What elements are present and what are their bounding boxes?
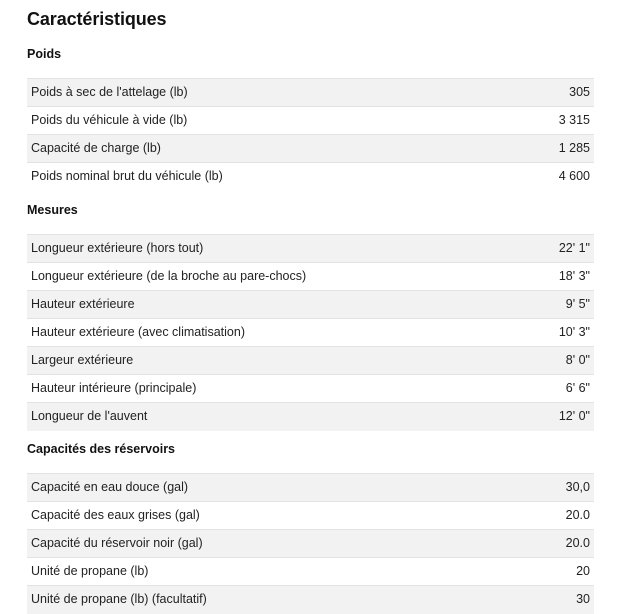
table-row [27,530,594,558]
spec-label: Unité de propane (lb) (facultatif) [27,586,466,614]
spec-value: 12' 0" [466,403,594,431]
table-row [27,235,594,263]
table-row [27,263,594,291]
spec-label: Poids nominal brut du véhicule (lb) [27,163,466,191]
table-row [27,163,594,191]
table-row [27,79,594,107]
spec-label: Capacité du réservoir noir (gal) [27,530,466,558]
table-row [27,474,594,502]
table-row [27,291,594,319]
table-row [27,135,594,163]
spec-value: 8' 0" [466,347,594,375]
spec-label: Unité de propane (lb) [27,558,466,586]
section-heading-tank-capacities: Capacités des réservoirs [27,442,176,456]
table-row [27,586,594,614]
spec-value: 30 [466,586,594,614]
spec-label: Hauteur extérieure [27,291,466,319]
spec-label: Capacité des eaux grises (gal) [27,502,466,530]
section-heading-weight: Poids [27,47,62,61]
spec-value: 6' 6" [466,375,594,403]
section-heading-measurements: Mesures [27,203,78,217]
table-row [27,403,594,431]
spec-value: 9' 5" [466,291,594,319]
spec-label: Hauteur extérieure (avec climatisation) [27,319,466,347]
spec-label: Longueur de l'auvent [27,403,466,431]
table-row [27,558,594,586]
table-row [27,319,594,347]
spec-value: 30,0 [466,474,594,502]
spec-value: 20.0 [466,502,594,530]
spec-value: 1 285 [466,135,594,163]
spec-value: 18' 3" [466,263,594,291]
spec-value: 20.0 [466,530,594,558]
spec-label: Poids à sec de l'attelage (lb) [27,79,466,107]
spec-value: 10' 3" [466,319,594,347]
spec-value: 20 [466,558,594,586]
spec-value: 4 600 [466,163,594,191]
spec-label: Capacité de charge (lb) [27,135,466,163]
table-row [27,375,594,403]
table-row [27,502,594,530]
spec-label: Largeur extérieure [27,347,466,375]
spec-value: 3 315 [466,107,594,135]
spec-value: 305 [466,79,594,107]
weight-table [27,78,594,191]
tank-capacities-table [27,473,594,614]
spec-label: Poids du véhicule à vide (lb) [27,107,466,135]
spec-value: 22' 1" [466,235,594,263]
spec-label: Longueur extérieure (hors tout) [27,235,466,263]
spec-label: Hauteur intérieure (principale) [27,375,466,403]
page-title: Caractéristiques [27,9,167,29]
measurements-table [27,234,594,431]
spec-label: Longueur extérieure (de la broche au pare-chocs) [27,263,466,291]
table-row [27,107,594,135]
table-row [27,347,594,375]
spec-label: Capacité en eau douce (gal) [27,474,466,502]
